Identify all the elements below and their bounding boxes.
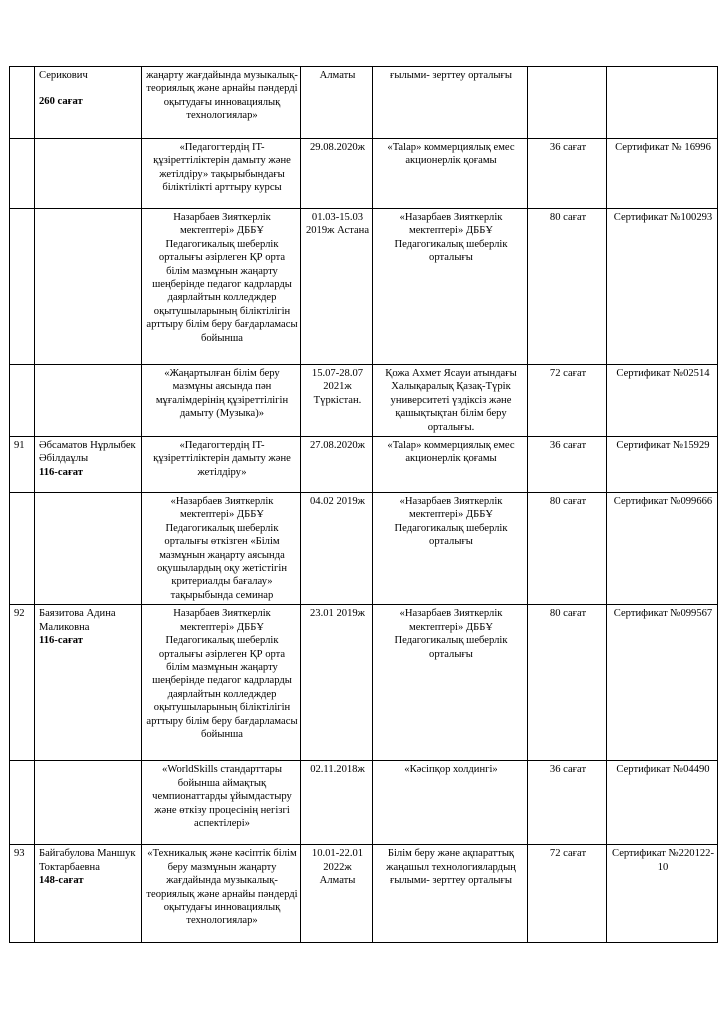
course-date: 27.08.2020ж (301, 437, 373, 493)
teacher-cell (35, 209, 142, 365)
certificate-number: Сертификат №220122-10 (607, 845, 718, 943)
organizer: Білім беру және ақпараттық жаңашыл технологиялардың ғылыми- зерттеу орталығы (373, 845, 528, 943)
course-title: Назарбаев Зияткерлік мектептері» ДББҰ Педагогикалық шеберлік орталығы әзірлеген ҚР орта білім мазмұнын жаңарту шеңберінде педагог кадрларды даярлайтын колледждер оқытушыларының біліктілігін арттыру білім беру бағдарламасы бойынша (142, 209, 301, 365)
table-row (10, 761, 718, 845)
table-row (10, 139, 718, 209)
organizer: «Назарбаев Зияткерлік мектептері» ДББҰ Педагогикалық шеберлік орталығы (373, 605, 528, 761)
table-row (10, 845, 718, 943)
organizer: «Talap» коммерциялық емес акционерлік қоғамы (373, 139, 528, 209)
course-title: «Педагогтердің IT-құзіреттіліктерін дамыту және жетілдіру» (142, 437, 301, 493)
teacher-cell (35, 139, 142, 209)
course-duration: 80 сағат (528, 605, 607, 761)
course-title: жаңарту жағдайында музыкалық-теориялық және арнайы пәндерді оқытудағы инновациялық технологиялар» (142, 67, 301, 139)
certificate-number: Сертификат №100293 (607, 209, 718, 365)
course-date: 23.01 2019ж (301, 605, 373, 761)
teacher-cell (35, 493, 142, 605)
table-row (10, 365, 718, 437)
course-duration: 36 сағат (528, 761, 607, 845)
course-title: «Техникалық және кәсіптік білім беру мазмұнын жаңарту жағдайында музыкалық-теориялық және арнайы пәндерді оқытудағы инновациялық технологиялар» (142, 845, 301, 943)
teacher-cell (35, 845, 142, 943)
course-duration (528, 67, 607, 139)
certificate-number: Сертификат №099666 (607, 493, 718, 605)
teacher-cell (35, 67, 142, 139)
course-date: 04.02 2019ж (301, 493, 373, 605)
course-date: 15.07-28.07 2021ж Түркістан. (301, 365, 373, 437)
total-hours: 116-сағат (39, 635, 83, 647)
teacher-cell (35, 761, 142, 845)
row-number (10, 365, 35, 437)
organizer: «Назарбаев Зияткерлік мектептері» ДББҰ Педагогикалық шеберлік орталығы (373, 209, 528, 365)
teacher-name: Серикович (39, 70, 88, 81)
course-duration: 36 сағат (528, 437, 607, 493)
teacher-cell (35, 437, 142, 493)
organizer: «Назарбаев Зияткерлік мектептері» ДББҰ Педагогикалық шеберлік орталығы (373, 493, 528, 605)
teacher-cell (35, 605, 142, 761)
certificate-number (607, 67, 718, 139)
course-title: Назарбаев Зияткерлік мектептері» ДББҰ Педагогикалық шеберлік орталығы әзірлеген ҚР орта білім мазмұнын жаңарту шеңберінде педагог кадрларды даярлайтын колледждер оқытушыларының біліктілігін арттыру білім беру бағдарламасы бойынша (142, 605, 301, 761)
row-number (10, 139, 35, 209)
row-number: 91 (10, 437, 35, 493)
course-date: 10.01-22.01 2022ж Алматы (301, 845, 373, 943)
course-date: 02.11.2018ж (301, 761, 373, 845)
course-title: «Назарбаев Зияткерлік мектептері» ДББҰ Педагогикалық шеберлік орталығы өткізген «Білім мазмұнын жаңарту аясында оқушылардың оқу жетістігін критериалды бағалау» тақырыбында семинар (142, 493, 301, 605)
organizer: «Talap» коммерциялық емес акционерлік қоғамы (373, 437, 528, 493)
total-hours: 260 сағат (39, 96, 83, 108)
teacher-name: Әбсаматов Нұрлыбек Әбілдаұлы (39, 440, 136, 465)
teacher-name: Байгабулова Маншук Токтарбаевна (39, 848, 136, 873)
total-hours: 116-сағат (39, 466, 83, 478)
course-duration: 72 сағат (528, 365, 607, 437)
course-title: «Педагогтердің IT-құзіреттіліктерін дамыту және жетілдіру» тақырыбындағы біліктілікті арттыру курсы (142, 139, 301, 209)
course-date: 29.08.2020ж (301, 139, 373, 209)
organizer: «Кәсіпқор холдингі» (373, 761, 528, 845)
certificate-number: Сертификат № 16996 (607, 139, 718, 209)
organizer: ғылыми- зерттеу орталығы (373, 67, 528, 139)
course-title: «WorldSkills стандарттары бойынша аймақтық чемпионаттарды ұйымдастыру және өткізу процесінің негізгі аспектілері» (142, 761, 301, 845)
course-duration: 80 сағат (528, 209, 607, 365)
table-row (10, 493, 718, 605)
table-row (10, 209, 718, 365)
row-number (10, 761, 35, 845)
certificate-number: Сертификат №099567 (607, 605, 718, 761)
course-duration: 80 сағат (528, 493, 607, 605)
teacher-cell (35, 365, 142, 437)
table-row (10, 605, 718, 761)
course-date: 01.03-15.03 2019ж Астана (301, 209, 373, 365)
row-number: 93 (10, 845, 35, 943)
row-number (10, 209, 35, 365)
course-duration: 72 сағат (528, 845, 607, 943)
course-title: «Жаңартылған білім беру мазмұны аясында пән мұғалімдерінің құзіреттілігін дамыту (Музыка)» (142, 365, 301, 437)
total-hours: 148-сағат (39, 875, 84, 887)
training-records-table (9, 66, 718, 943)
course-duration: 36 сағат (528, 139, 607, 209)
course-date: Алматы (301, 67, 373, 139)
certificate-number: Сертификат №04490 (607, 761, 718, 845)
row-number: 92 (10, 605, 35, 761)
table-row (10, 67, 718, 139)
organizer: Қожа Ахмет Ясауи атындағы Халықаралық Қазақ-Түрік университеті үздіксіз және қашықтықтан білім беру орталығы. (373, 365, 528, 437)
certificate-number: Сертификат №15929 (607, 437, 718, 493)
table-row (10, 437, 718, 493)
certificate-number: Сертификат №02514 (607, 365, 718, 437)
row-number (10, 493, 35, 605)
teacher-name: Баязитова Адина Маликовна (39, 608, 116, 633)
row-number (10, 67, 35, 139)
